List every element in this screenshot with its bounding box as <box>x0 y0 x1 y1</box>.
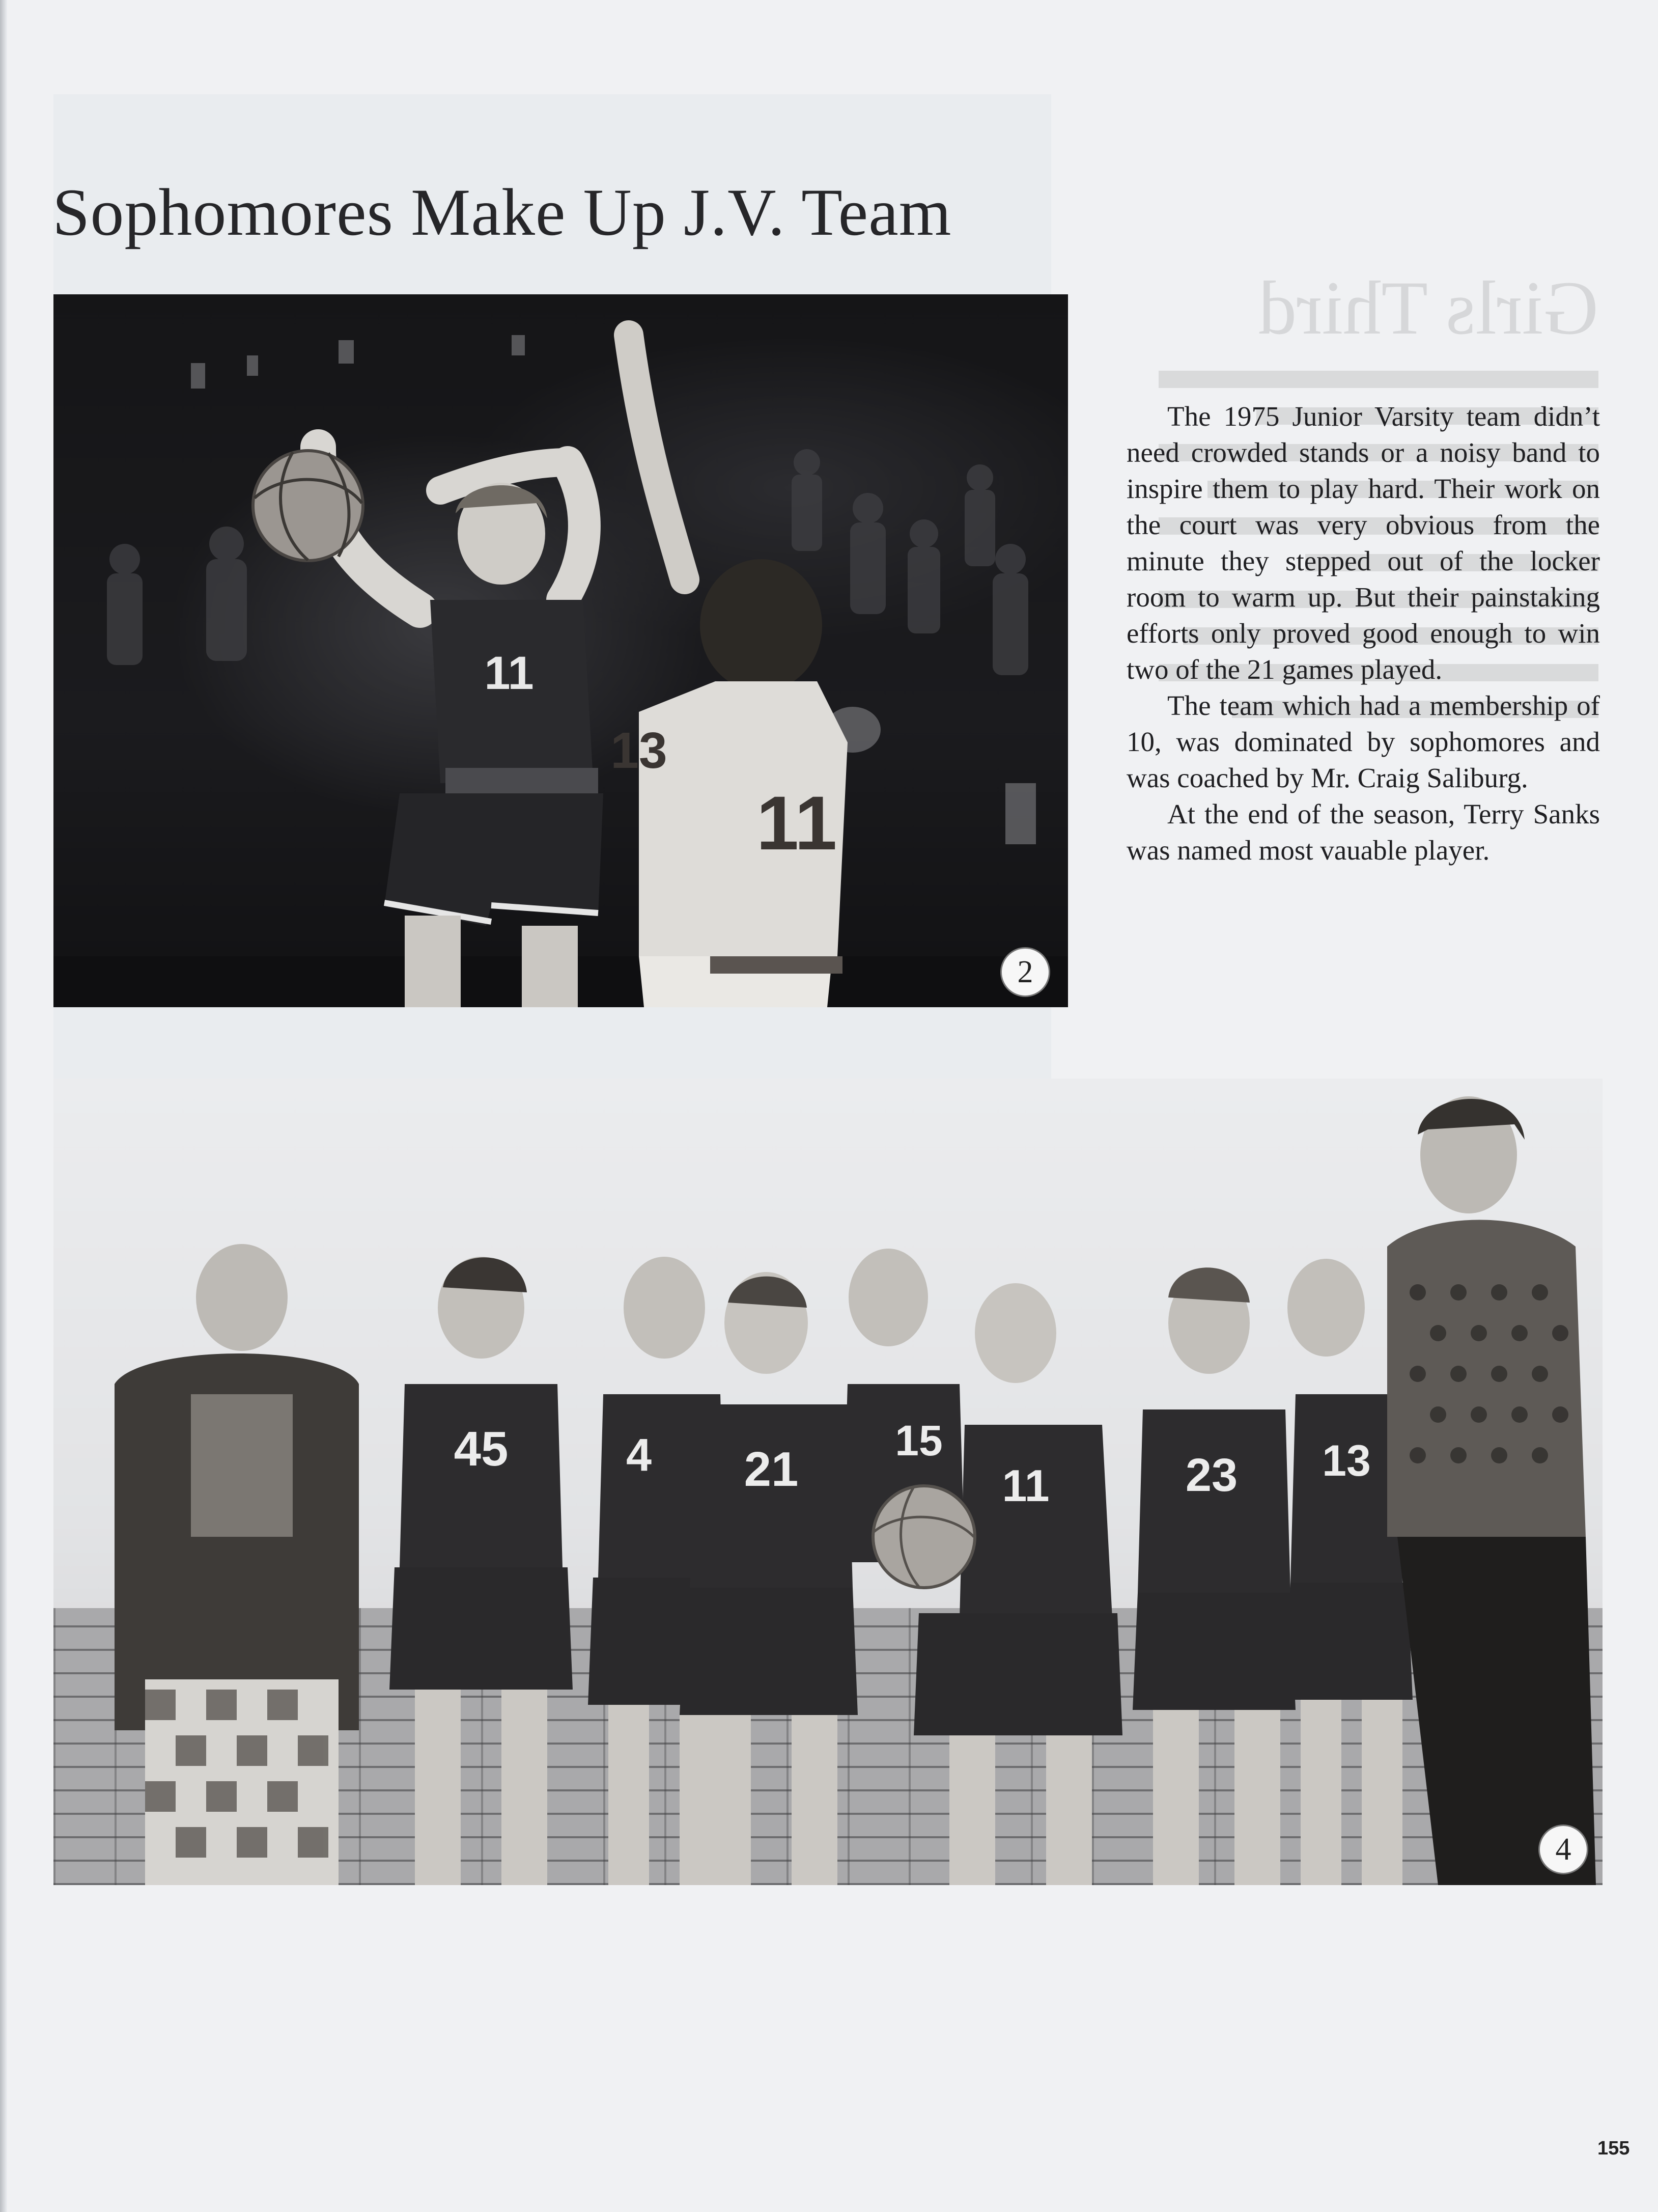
basketball-icon <box>253 451 363 561</box>
team-jersey-number: 4 <box>626 1430 652 1481</box>
photo-number-badge: 4 <box>1538 1824 1588 1874</box>
shooter-figure <box>318 447 603 1007</box>
article-paragraph: The 1975 Junior Varsity team didn’t need crowded stands or a noisy band to inspire them to play hard. Their work on the court was very obvious from the minute they stepped out of the locker room to warm up. But their painstaking efforts only proved good enough to win two of the 21 games played. <box>1127 401 1600 685</box>
team-jersey-number: 13 <box>1322 1436 1371 1485</box>
action-photo-art <box>53 294 1068 1007</box>
coach-left-figure <box>115 1244 359 1885</box>
team-photo-art <box>53 1079 1603 1885</box>
second-defender-jersey-number: 13 <box>610 722 667 779</box>
team-jersey-number: 11 <box>1002 1460 1050 1511</box>
shooter-jersey-number: 11 <box>484 647 534 699</box>
team-jersey-number: 23 <box>1185 1449 1238 1501</box>
defender-jersey-number: 11 <box>756 780 837 866</box>
team-jersey-number: 45 <box>454 1422 509 1476</box>
page-title: Sophomores Make Up J.V. Team <box>52 175 952 250</box>
player-23 <box>1133 1267 1296 1885</box>
article-paragraph: The team which had a membership of 10, was dominated by sophomores and was coached by Mr. Craig Saliburg. <box>1127 690 1600 793</box>
coach-right-figure <box>1387 1096 1596 1885</box>
player-21 <box>680 1272 858 1885</box>
article-paragraph: At the end of the season, Terry Sanks was named most vauable player. <box>1127 798 1600 866</box>
page-number: 155 <box>1597 2138 1630 2159</box>
basketball-icon <box>873 1486 975 1588</box>
team-photo <box>53 1079 1603 1885</box>
defender-figure <box>610 335 848 1007</box>
photo-number-badge: 2 <box>1000 947 1050 997</box>
team-jersey-number: 21 <box>744 1442 799 1497</box>
bleed-through-text: Girls Third <box>1110 265 1598 1232</box>
player-11 <box>873 1283 1122 1885</box>
action-photo <box>53 294 1068 1007</box>
article-body <box>1127 398 1600 868</box>
page-binding-edge <box>0 0 7 2212</box>
team-jersey-number: 15 <box>895 1417 943 1464</box>
player-45 <box>389 1257 573 1885</box>
